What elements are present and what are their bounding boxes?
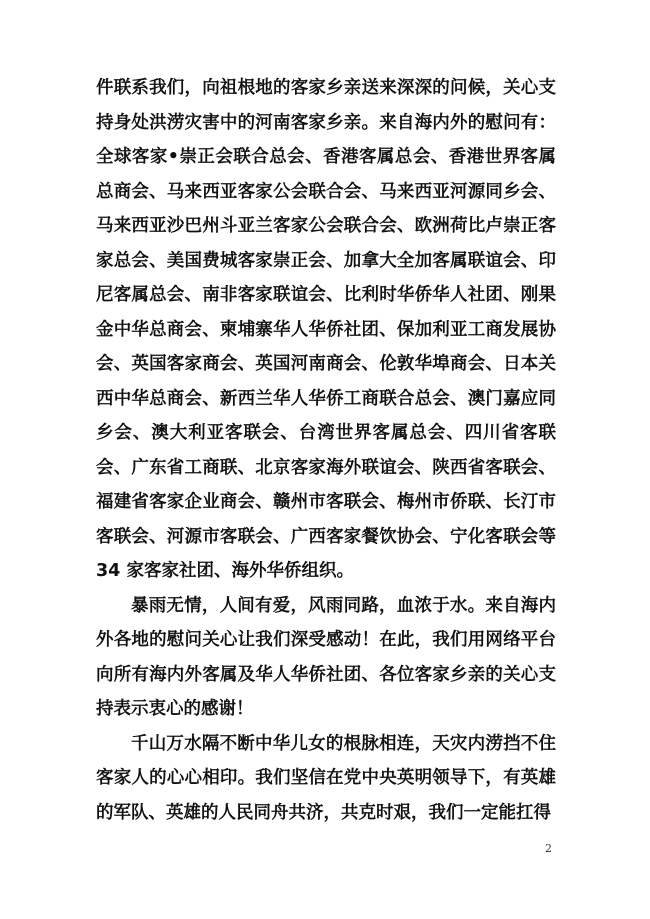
paragraph-solidarity: 千山万水隔不断中华儿女的根脉相连，天灾内涝挡不住客家人的心心相印。我们坚信在党中央英明领导下，有英雄的军队、英雄的人民同舟共济，共克时艰，我们一定能扛得 [96, 733, 556, 823]
page-number: 2 [545, 842, 552, 855]
paragraph-thanks: 暴雨无情，人间有爱，风雨同路，血浓于水。来自海内外各地的慰问关心让我们深受感动！在此，我们用网络平台向所有海内外客属及华人华侨社团、各位客家乡亲的关心支持表示衷心的感谢！ [96, 595, 556, 719]
document-body [96, 71, 556, 830]
paragraph-org-list: 件联系我们，向祖根地的客家乡亲送来深深的问候，关心支持身处洪涝灾害中的河南客家乡亲。来自海内外的慰问有：全球客家•崇正会联合总会、香港客属总会、香港世界客属总商会、马来西亚客家公会联合会、马来西亚河源同乡会、马来西亚沙巴州斗亚兰客家公会联合会、欧洲荷比卢崇正客家总会、美国费城客家崇正会、加拿大全加客属联谊会、印尼客属总会、南非客家联谊会、比利时华侨华人社团、刚果金中华总商会、柬埔寨华人华侨社团、保加利亚工商发展协会、英国客家商会、英国河南商会、伦敦华埠商会、日本关西中华总商会、新西兰华人华侨工商联合总会、澳门嘉应同乡会、澳大利亚客联会、台湾世界客属总会、四川省客联会、广东省工商联、北京客家海外联谊会、陕西省客联会、福建省客家企业商会、赣州市客联会、梅州市侨联、长汀市客联会、河源市客联会、广西客家餐饮协会、宁化客联会等 34 家客家社团、海外华侨组织。 [96, 78, 556, 581]
